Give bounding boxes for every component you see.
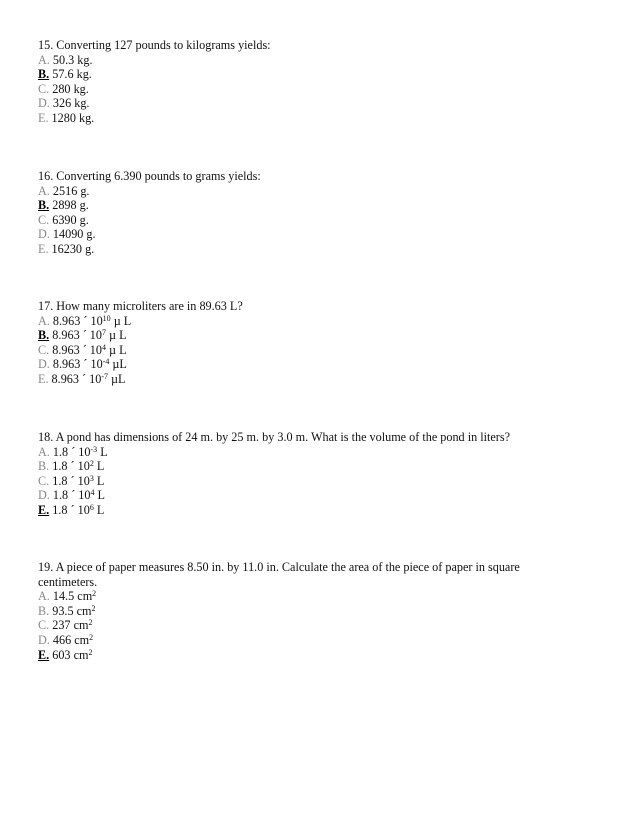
option-exponent: -7 xyxy=(101,371,108,381)
option-text: 1.8 ´ 10 xyxy=(52,459,90,474)
option-letter: D. xyxy=(38,632,50,647)
question-stem: 15. Converting 127 pounds to kilograms yields: xyxy=(38,38,271,52)
option-text: 2898 g. xyxy=(52,198,89,213)
option-exponent: 3 xyxy=(89,473,94,483)
option-text: 50.3 kg. xyxy=(52,52,93,67)
option-text: 8.963 ´ 10 xyxy=(52,313,103,328)
option-text: 1.8 ´ 10 xyxy=(52,488,91,503)
option-text: 466 cm xyxy=(52,632,90,647)
answer-option xyxy=(38,67,558,82)
answer-option xyxy=(38,503,558,518)
answer-option xyxy=(38,459,558,474)
option-exponent: 4 xyxy=(102,342,106,352)
option-text: L xyxy=(93,459,105,474)
option-text: 14090 g. xyxy=(52,227,96,242)
answer-option xyxy=(38,111,558,126)
option-text: 14.5 cm xyxy=(52,589,93,604)
answer-option xyxy=(38,488,558,503)
option-letter: A. xyxy=(38,313,50,328)
option-text: 326 kg. xyxy=(52,96,90,111)
answer-option xyxy=(38,604,558,619)
answer-option xyxy=(38,82,558,97)
option-text: 603 cm xyxy=(52,647,89,662)
answer-option xyxy=(38,213,558,228)
option-exponent: 2 xyxy=(89,459,94,469)
option-letter: D. xyxy=(38,488,50,503)
correct-answer-letter: B. xyxy=(38,67,50,82)
option-list xyxy=(38,53,558,126)
option-text: L xyxy=(93,502,105,517)
option-text: 1.8 ´ 10 xyxy=(52,444,91,459)
option-list xyxy=(38,314,558,387)
option-exponent: 4 xyxy=(90,488,95,498)
question-stem: 19. A piece of paper measures 8.50 in. by 11.0 in. Calculate the area of the piece of paper in square centimeters. xyxy=(38,560,520,589)
option-list xyxy=(38,589,558,662)
option-exponent: 6 xyxy=(89,502,94,512)
option-letter: D. xyxy=(38,96,50,111)
correct-answer-letter: E. xyxy=(38,502,50,517)
question-stem: 18. A pond has dimensions of 24 m. by 25 m. by 3.0 m. What is the volume of the pond in liters? xyxy=(38,430,511,444)
option-text: µ L xyxy=(110,313,132,328)
question-19 xyxy=(38,560,558,662)
option-exponent: 10 xyxy=(102,313,111,323)
option-exponent: 2 xyxy=(88,618,93,628)
option-text: L xyxy=(93,473,105,488)
option-letter: E. xyxy=(38,371,49,386)
option-exponent: 2 xyxy=(92,589,97,599)
option-exponent: -4 xyxy=(102,357,110,367)
answer-option xyxy=(38,227,558,242)
question-15 xyxy=(38,38,558,126)
option-text: L xyxy=(94,488,105,503)
option-text: 1.8 ´ 10 xyxy=(52,473,90,488)
option-exponent: -3 xyxy=(90,444,98,454)
answer-option xyxy=(38,343,558,358)
question-stem: 17. How many microliters are in 89.63 L? xyxy=(38,299,243,313)
option-exponent: 2 xyxy=(88,647,93,657)
option-text: 1280 kg. xyxy=(51,110,95,125)
answer-option xyxy=(38,618,558,633)
option-text: µL xyxy=(109,357,127,372)
option-letter: D. xyxy=(38,227,50,242)
question-stem: 16. Converting 6.390 pounds to grams yields: xyxy=(38,169,261,183)
option-text: 8.963 ´ 10 xyxy=(51,371,102,386)
option-text: 280 kg. xyxy=(52,81,89,96)
answer-option xyxy=(38,184,558,199)
option-letter: B. xyxy=(38,603,50,618)
option-letter: A. xyxy=(38,444,50,459)
answer-option xyxy=(38,314,558,329)
option-text: 93.5 cm xyxy=(52,603,92,618)
correct-answer-letter: B. xyxy=(38,198,50,213)
option-text: 237 cm xyxy=(52,618,89,633)
option-letter: C. xyxy=(38,342,50,357)
option-letter: B. xyxy=(38,459,50,474)
option-text: L xyxy=(97,444,108,459)
answer-option xyxy=(38,53,558,68)
correct-answer-letter: B. xyxy=(38,328,50,343)
question-17 xyxy=(38,299,558,387)
answer-option xyxy=(38,589,558,604)
option-text: 57.6 kg. xyxy=(52,67,92,82)
option-text: 1.8 ´ 10 xyxy=(52,502,90,517)
answer-option xyxy=(38,357,558,372)
option-text: 8.963 ´ 10 xyxy=(52,357,103,372)
option-list xyxy=(38,445,558,518)
question-16 xyxy=(38,169,558,257)
option-text: 8.963 ´ 10 xyxy=(52,342,102,357)
option-letter: A. xyxy=(38,589,50,604)
answer-option xyxy=(38,242,558,257)
question-18 xyxy=(38,430,558,518)
option-text: 16230 g. xyxy=(51,241,95,256)
answer-option xyxy=(38,648,558,663)
option-letter: C. xyxy=(38,81,50,96)
option-letter: D. xyxy=(38,357,50,372)
option-text: 8.963 ´ 10 xyxy=(52,328,102,343)
option-letter: C. xyxy=(38,473,50,488)
option-letter: E. xyxy=(38,110,49,125)
option-text: 6390 g. xyxy=(52,212,89,227)
option-text: 2516 g. xyxy=(52,183,90,198)
option-exponent: 2 xyxy=(89,632,94,642)
option-letter: E. xyxy=(38,241,49,256)
option-letter: C. xyxy=(38,212,50,227)
answer-option xyxy=(38,372,558,387)
answer-option xyxy=(38,445,558,460)
option-exponent: 2 xyxy=(91,603,96,613)
correct-answer-letter: E. xyxy=(38,647,50,662)
option-text: µ L xyxy=(106,342,127,357)
answer-option xyxy=(38,198,558,213)
answer-option xyxy=(38,328,558,343)
answer-option xyxy=(38,633,558,648)
answer-option xyxy=(38,96,558,111)
answer-option xyxy=(38,474,558,489)
option-text: µL xyxy=(107,371,126,386)
option-text: µ L xyxy=(106,328,127,343)
option-letter: A. xyxy=(38,52,50,67)
option-list xyxy=(38,184,558,257)
option-letter: A. xyxy=(38,183,50,198)
option-exponent: 7 xyxy=(102,328,106,338)
option-letter: C. xyxy=(38,618,50,633)
